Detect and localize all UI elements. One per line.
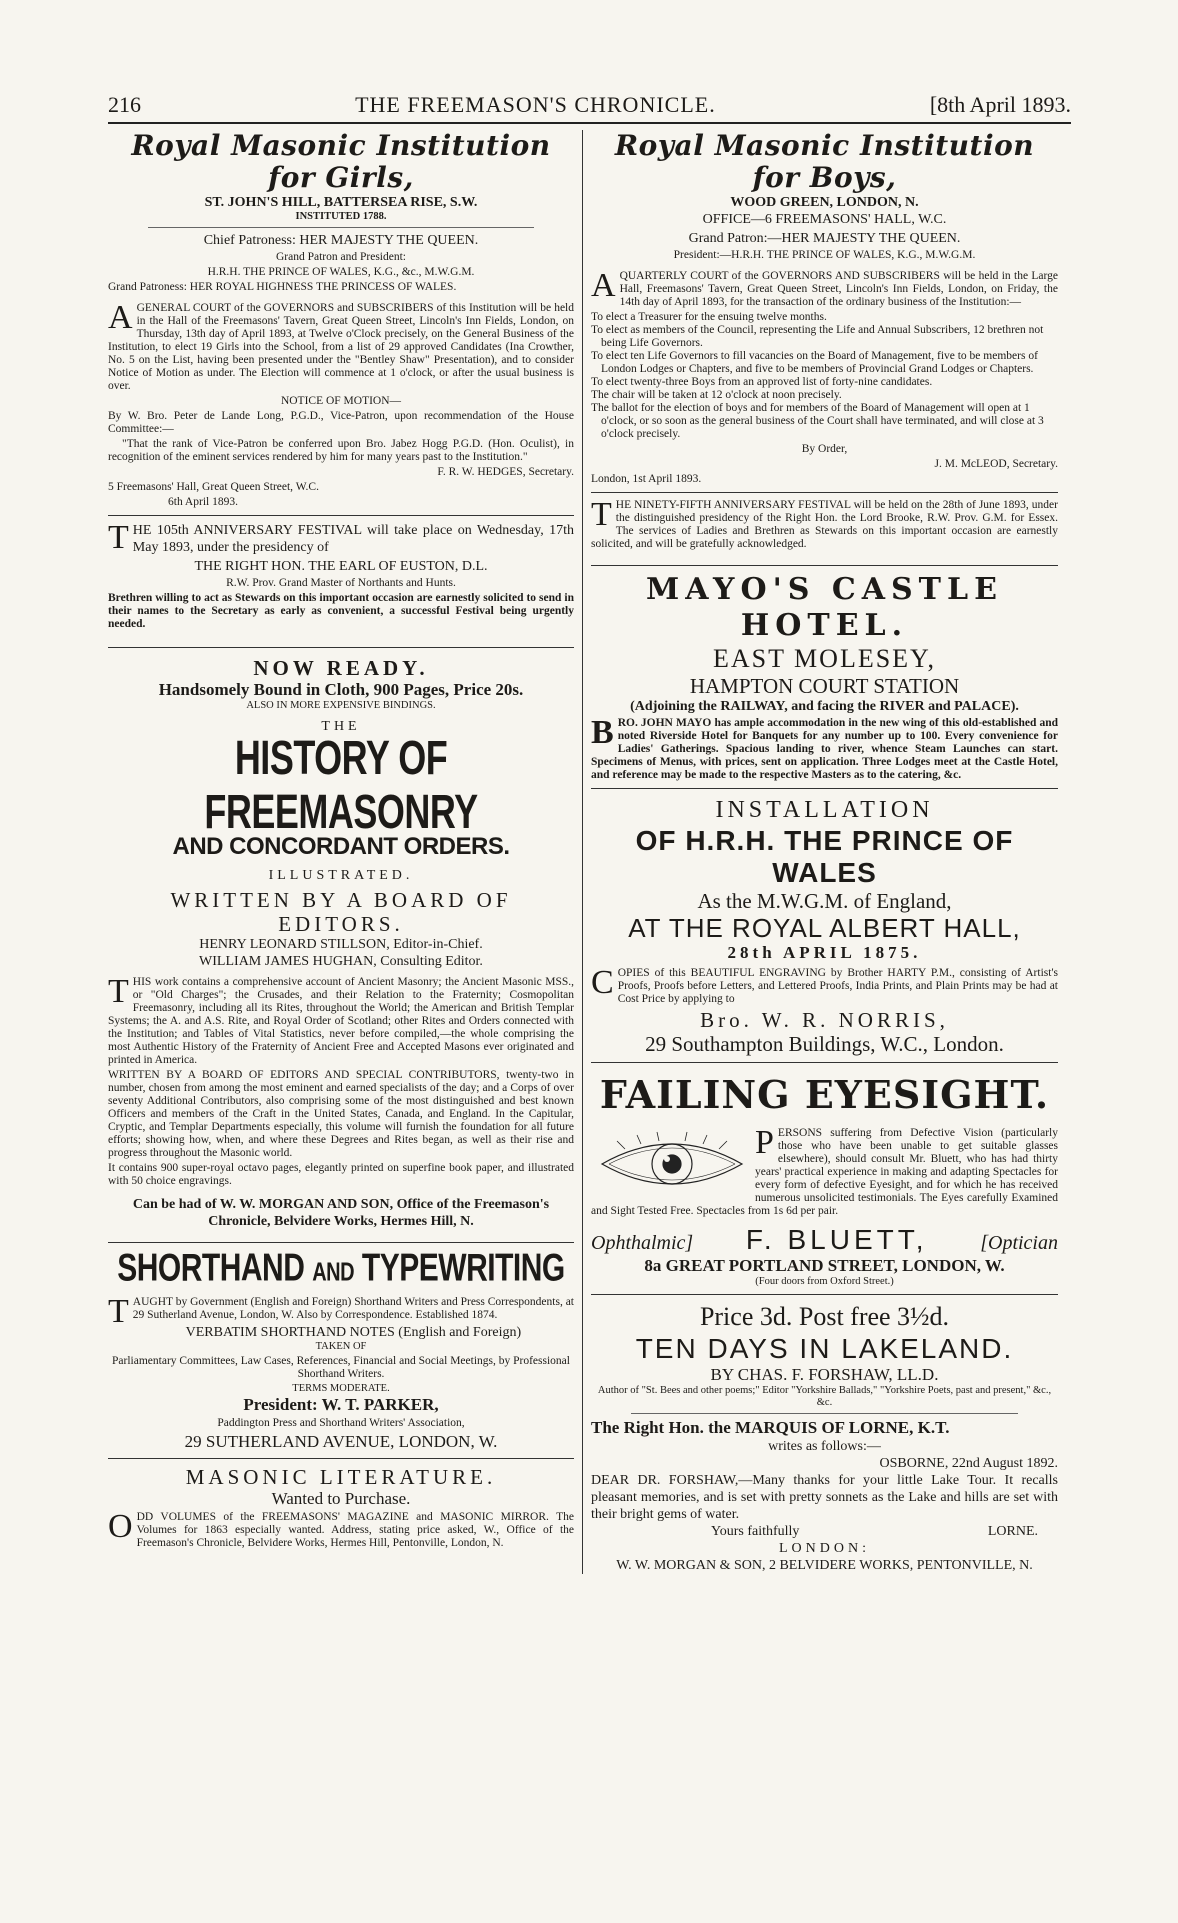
shorthand-taken: TAKEN OF (315, 1341, 367, 1352)
girls-festival-text: HE 105th ANNIVERSARY FESTIVAL will take place on Wednesday, 17th May 1893, under the presidency of (132, 523, 574, 555)
lakeland-ad (591, 1301, 1058, 1574)
eyesight-title: FAILING EYESIGHT. (599, 1072, 1050, 1117)
eyesight-text-block (591, 1124, 1058, 1218)
drop-cap: T (108, 1293, 129, 1330)
boys-signed: J. M. McLEOD, Secretary. (934, 458, 1058, 470)
divider (108, 515, 574, 516)
mayo-place: EAST MOLESEY, (713, 644, 936, 673)
shorthand-meetings: Parliamentary Committees, Law Cases, References, Financial and Social Meetings, by Professional Shorthand Writers. (112, 1355, 570, 1380)
shorthand-verbatim: VERBATIM SHORTHAND NOTES (English and Foreign) (185, 1325, 522, 1340)
installation-address: 29 Southampton Buildings, W.C., London. (645, 1032, 1004, 1056)
right-column (583, 130, 1058, 1574)
shorthand-terms: TERMS MODERATE. (292, 1383, 390, 1394)
issue-date: [8th April 1893. (929, 92, 1071, 117)
shorthand-intro-text: AUGHT by Government (English and Foreign) Shorthand Writers and Press Correspondents, at 29 Sutherland Avenue, London, W. Also by Correspondence. Established 1874. (132, 1296, 574, 1321)
publication-title: THE FREEMASON'S CHRONICLE. (355, 92, 716, 117)
now-ready: NOW READY. (253, 656, 429, 680)
boys-president: President:—H.R.H. THE PRINCE OF WALES, K.G., M.W.G.M. (673, 249, 976, 261)
lakeland-marquis: The Right Hon. the MARQUIS OF LORNE, K.T. (591, 1418, 950, 1437)
history-also: ALSO IN MORE EXPENSIVE BINDINGS. (246, 700, 436, 711)
bluett-line (591, 1224, 1058, 1256)
boys-address: WOOD GREEN, LONDON, N. (730, 195, 919, 210)
lakeland-london: LONDON: (779, 1541, 870, 1556)
divider (631, 1413, 1018, 1414)
installation-as: As the M.W.G.M. of England, (697, 889, 952, 913)
installation-title: INSTALLATION (715, 797, 934, 823)
drop-cap: T (591, 496, 612, 533)
divider (591, 1294, 1058, 1295)
girls-motion-text: "That the rank of Vice-Patron be conferred upon Bro. Jabez Hogg P.G.D. (Hon. Oculist), in recognition of the eminent services rendered by him for many years past to the Institution." (108, 438, 574, 463)
literature-text: DD VOLUMES of the FREEMASONS' MAGAZINE and MASONIC MIRROR. The Volumes for 1863 especially wanted. Address, stating price asked, W., Office of the Freemason's Chronicle, Belvidere Works, Hermes Hill, Pentonville, London, N. (136, 1511, 574, 1549)
lakeland-osborne: OSBORNE, 22nd August 1892. (879, 1456, 1058, 1471)
literature-ad (108, 1465, 574, 1550)
mayo-adjoining: (Adjoining the RAILWAY, and facing the RIVER and PALACE). (630, 699, 1019, 714)
drop-cap: C (591, 964, 614, 1001)
divider (148, 227, 534, 228)
girls-patron-label: Grand Patron and President: (276, 251, 406, 263)
divider (108, 1242, 574, 1243)
divider (108, 647, 574, 648)
shorthand-association: Paddington Press and Shorthand Writers' Association, (217, 1417, 465, 1429)
girls-address-line: 5 Freemasons' Hall, Great Queen Street, W.C. (108, 481, 319, 493)
lakeland-letter: DEAR DR. FORSHAW,—Many thanks for your little Lake Tour. It recalls pleasant memories, and is set with pretty sonnets as the Lake and hills are set with their bright gems of water. (591, 1473, 1058, 1522)
girls-signed: F. R. W. HEDGES, Secretary. (437, 466, 574, 478)
history-description (108, 973, 574, 1067)
lakeland-title: TEN DAYS IN LAKELAND. (635, 1333, 1014, 1364)
literature-title: MASONIC LITERATURE. (185, 1465, 497, 1489)
agenda-item: To elect ten Life Governors to fill vacancies on the Board of Management, five to be members of London Lodges or Chapters, and five to be members of Provincial Grand Lodges or Chapters. (591, 350, 1038, 375)
history-the: THE (321, 719, 361, 734)
lakeland-yours: Yours faithfully (711, 1524, 800, 1539)
agenda-item: To elect a Treasurer for the ensuing twelve months. (591, 311, 827, 323)
mayo-hotel-ad (591, 572, 1058, 782)
girls-patron: H.R.H. THE PRINCE OF WALES, K.G., &c., M.W.G.M. (207, 266, 475, 278)
mayo-text-block (591, 714, 1058, 782)
girls-date-line: 6th April 1893. (168, 496, 238, 508)
bluett-optician: [Optician (980, 1232, 1058, 1254)
drop-cap: T (108, 973, 129, 1010)
eye-illustration-icon (597, 1129, 747, 1199)
installation-ad (591, 795, 1058, 1056)
agenda-item: The ballot for the election of boys and for members of the Board of Management will open at 1 o'clock, or so soon as the general business of the Court shall have terminated, and will close at 3 o'clock precisely. (591, 402, 1044, 440)
shorthand-title-b: TYPEWRITING (361, 1246, 565, 1290)
divider (108, 1458, 574, 1459)
installation-date: 28th APRIL 1875. (727, 943, 922, 962)
girls-motion-by: By W. Bro. Peter de Lande Long, P.G.D., Vice-Patron, upon recommendation of the House Committee:— (108, 410, 574, 435)
history-order: Can be had of W. W. MORGAN AND SON, Office of the Freemason's Chronicle, Belvidere Works, Hermes Hill, N. (132, 1197, 550, 1229)
shorthand-title-and: AND (312, 1258, 355, 1287)
drop-cap: P (755, 1124, 774, 1161)
boys-date-line: London, 1st April 1893. (591, 473, 702, 485)
history-title: HISTORY OF FREEMASONRY (204, 729, 478, 839)
lakeland-publisher: W. W. MORGAN & SON, 2 BELVIDERE WORKS, PENTONVILLE, N. (616, 1558, 1033, 1573)
girls-heading: Royal Masonic Institution for Girls, (131, 129, 551, 194)
divider (591, 492, 1058, 493)
shorthand-intro (108, 1293, 574, 1330)
girls-festival-rank: R.W. Prov. Grand Master of Northants and Hunts. (226, 577, 456, 589)
lakeland-works: Author of "St. Bees and other poems;" Editor "Yorkshire Ballads," "Yorkshire Poets, past and present," &c., &c. (597, 1385, 1052, 1408)
shorthand-title (108, 1245, 574, 1296)
girls-festival-president: THE RIGHT HON. THE EARL OF EUSTON, D.L. (194, 559, 488, 574)
drop-cap: O (108, 1508, 133, 1545)
eyesight-ad (591, 1073, 1058, 1288)
mayo-station: HAMPTON COURT STATION (689, 674, 960, 698)
agenda-item: The chair will be taken at 12 o'clock at noon precisely. (591, 389, 842, 401)
history-desc-3: It contains 900 super-royal octavo pages, elegantly printed on superfine book paper, and illustrated with 50 choice engravings. (108, 1162, 574, 1187)
divider (591, 1062, 1058, 1063)
lakeland-signoff (591, 1523, 1058, 1540)
girls-institution-ad (108, 130, 574, 631)
boys-patron: Grand Patron:—HER MAJESTY THE QUEEN. (688, 231, 961, 246)
bluett-address: 8a GREAT PORTLAND STREET, LONDON, W. (644, 1256, 1005, 1275)
newspaper-page (108, 92, 1071, 1574)
agenda-item: To elect as members of the Council, representing the Life and Annual Subscribers, 12 brethren not being Life Governors. (591, 324, 1044, 349)
girls-patroness: Chief Patroness: HER MAJESTY THE QUEEN. (203, 233, 479, 248)
divider (591, 565, 1058, 566)
drop-cap: B (591, 714, 614, 751)
bluett-ophthalmic: Ophthalmic] (591, 1232, 694, 1254)
literature-text-block (108, 1508, 574, 1550)
agenda-item: To elect twenty-three Boys from an approved list of forty-nine candidates. (591, 376, 933, 388)
history-editor-chief: HENRY LEONARD STILLSON, Editor-in-Chief. (199, 937, 483, 952)
literature-wanted: Wanted to Purchase. (271, 1489, 411, 1508)
eyesight-text: ERSONS suffering from Defective Vision (particularly those who have been unable to get suitable glasses elsewhere), should consult Mr. Bluett, who has had thirty years' practical experience in making and adapting Spectacles for every form of defective Eyesight, and for which he has received numerous unsolicited testimonials. The Eyes carefully Examined and Sight Tested Free. Spectacles from 1s 6d per pair. (591, 1127, 1058, 1217)
boys-institution-ad (591, 130, 1058, 551)
boys-court-notice (591, 267, 1058, 309)
history-desc-2: WRITTEN BY A BOARD OF EDITORS AND SPECIAL CONTRIBUTORS, twenty-two in number, chosen from among the most eminent and earned specialists of the day; and a Corps of over seventy Additional Contributors, also comprising some of the most distinguished and best known Officers and members of the Craft in the United States, Canada, and England. In the Capitular, Cryptic, and Templar Departments especially, this volume will furnish the foundation for all future efforts; showing how, when, and where these Degrees and Rites began, as well as their rise and progress throughout the Masonic world. (108, 1069, 574, 1159)
girls-grand-patroness: Grand Patroness: HER ROYAL HIGHNESS THE PRINCESS OF WALES. (108, 281, 457, 293)
lakeland-author: BY CHAS. F. FORSHAW, LL.D. (710, 1365, 939, 1384)
installation-bro: Bro. W. R. NORRIS, (700, 1008, 949, 1032)
boys-office: OFFICE—6 FREEMASONS' HALL, W.C. (702, 212, 947, 227)
installation-text: OPIES of this BEAUTIFUL ENGRAVING by Brother HARTY P.M., consisting of Artist's Proofs, Proofs before Letters, and Lettered Proofs, India Prints, and Plain Prints may be had at Cost Price by applying to (617, 967, 1058, 1005)
shorthand-address: 29 SUTHERLAND AVENUE, LONDON, W. (184, 1432, 498, 1451)
girls-festival-note: Brethren willing to act as Stewards on this important occasion are earnestly solicited to send in their names to the Secretary as early as convenient, a successful Festival being urgently needed. (108, 592, 574, 630)
boys-court-text: QUARTERLY COURT of the GOVERNORS AND SUBSCRIBERS will be held in the Large Hall, Freemasons' Tavern, Great Queen Street, Lincoln's Inn Fields, London, on Friday, the 14th day of April 1893, for the transaction of the ordinary business of the Institution:— (619, 270, 1058, 308)
history-desc-1: HIS work contains a comprehensive account of Ancient Masonry; the Ancient Masonic MSS., or "Old Charges"; the Crusades, and their Relation to the Fraternity; Cosmopolitan Freemasonry, including all its Rites, throughout the World; the American and British Templar Systems; the A. and A.S. Rite, and Royal Order of Scotland; other Rites and Orders connected with the Institution; and Tables of Vital Statistics, never before compiled,—the whole comprising the most Authentic History of the Fraternity of Ancient Free and Accepted Masons ever originated and printed in America. (108, 976, 574, 1066)
installation-text-block (591, 964, 1058, 1006)
mayo-title: MAYO'S CASTLE HOTEL. (646, 572, 1003, 643)
boys-festival-text: HE NINETY-FIFTH ANNIVERSARY FESTIVAL will be held on the 28th of June 1893, under the distinguished presidency of the Right Hon. the Lord Brooke, R.W. Prov. G.M. for Essex. The services of Ladies and Brethren as Stewards on this important occasion are earnestly solicited, and will be gratefully acknowledged. (591, 499, 1058, 550)
left-column (108, 130, 583, 1574)
drop-cap: A (108, 299, 133, 336)
history-bound: Handsomely Bound in Cloth, 900 Pages, Price 20s. (158, 680, 524, 699)
bluett-four-doors: (Four doors from Oxford Street.) (755, 1276, 894, 1287)
boys-by-order: By Order, (801, 443, 848, 455)
boys-festival (591, 496, 1058, 551)
lakeland-writes: writes as follows:— (768, 1439, 881, 1454)
shorthand-president: President: W. T. PARKER, (243, 1395, 439, 1414)
shorthand-ad (108, 1246, 574, 1452)
mayo-text: RO. JOHN MAYO has ample accommodation in the new wing of this old-established and noted Riverside Hotel for Banquets for any number up to 100. Every convenience for Ladies' Gatherings. Spacious landing to river, whence Steam Launches can start. Specimens of Menus, with prices, sent on application. Three Lodges meet at the Castle Hotel, and reference may be made to the respective Masters as to the catering, &c. (591, 717, 1058, 781)
lakeland-price: Price 3d. Post free 3½d. (699, 1302, 950, 1331)
lakeland-lorne: LORNE. (987, 1524, 1038, 1539)
boys-agenda (591, 311, 1058, 441)
bluett-name: F. BLUETT, (745, 1224, 928, 1255)
history-editor-consulting: WILLIAM JAMES HUGHAN, Consulting Editor. (199, 954, 483, 969)
girls-motion-label: NOTICE OF MOTION— (280, 395, 402, 407)
girls-instituted: INSTITUTED 1788. (295, 211, 387, 222)
girls-address: ST. JOHN'S HILL, BATTERSEA RISE, S.W. (204, 195, 478, 210)
girls-festival (108, 519, 574, 556)
running-header (108, 92, 1071, 124)
installation-of: OF H.R.H. THE PRINCE OF WALES (635, 825, 1014, 888)
history-subtitle: AND CONCORDANT ORDERS. (172, 833, 510, 860)
divider (591, 788, 1058, 789)
history-freemasonry-ad (108, 656, 574, 1230)
history-illustrated: ILLUSTRATED. (268, 868, 414, 883)
girls-court-notice (108, 299, 574, 393)
drop-cap: A (591, 267, 616, 304)
girls-court-text: GENERAL COURT of the GOVERNORS and SUBSCRIBERS of this Institution will be held in the Hall of the Freemasons' Tavern, Great Queen Street, Lincoln's Inn Fields, London, on Thursday, 13th day of April 1893, at Twelve o'Clock precisely, on the General Business of the Institution, to elect 19 Girls into the School, from a list of 29 approved Candidates (Ina Crowther, No. 5 on the List, having been presented under the "Bentley Shaw" Presentation), and to consider Notice of Motion as under. The Election will commence at 1 o'clock, or after the usual business is over. (108, 302, 574, 392)
history-written: WRITTEN BY A BOARD OF EDITORS. (170, 888, 512, 936)
boys-heading: Royal Masonic Institution for Boys, (614, 129, 1035, 194)
page-number: 216 (108, 92, 141, 117)
drop-cap: T (108, 519, 129, 556)
shorthand-title-a: SHORTHAND (117, 1246, 305, 1290)
installation-at: AT THE ROYAL ALBERT HALL, (628, 913, 1021, 943)
